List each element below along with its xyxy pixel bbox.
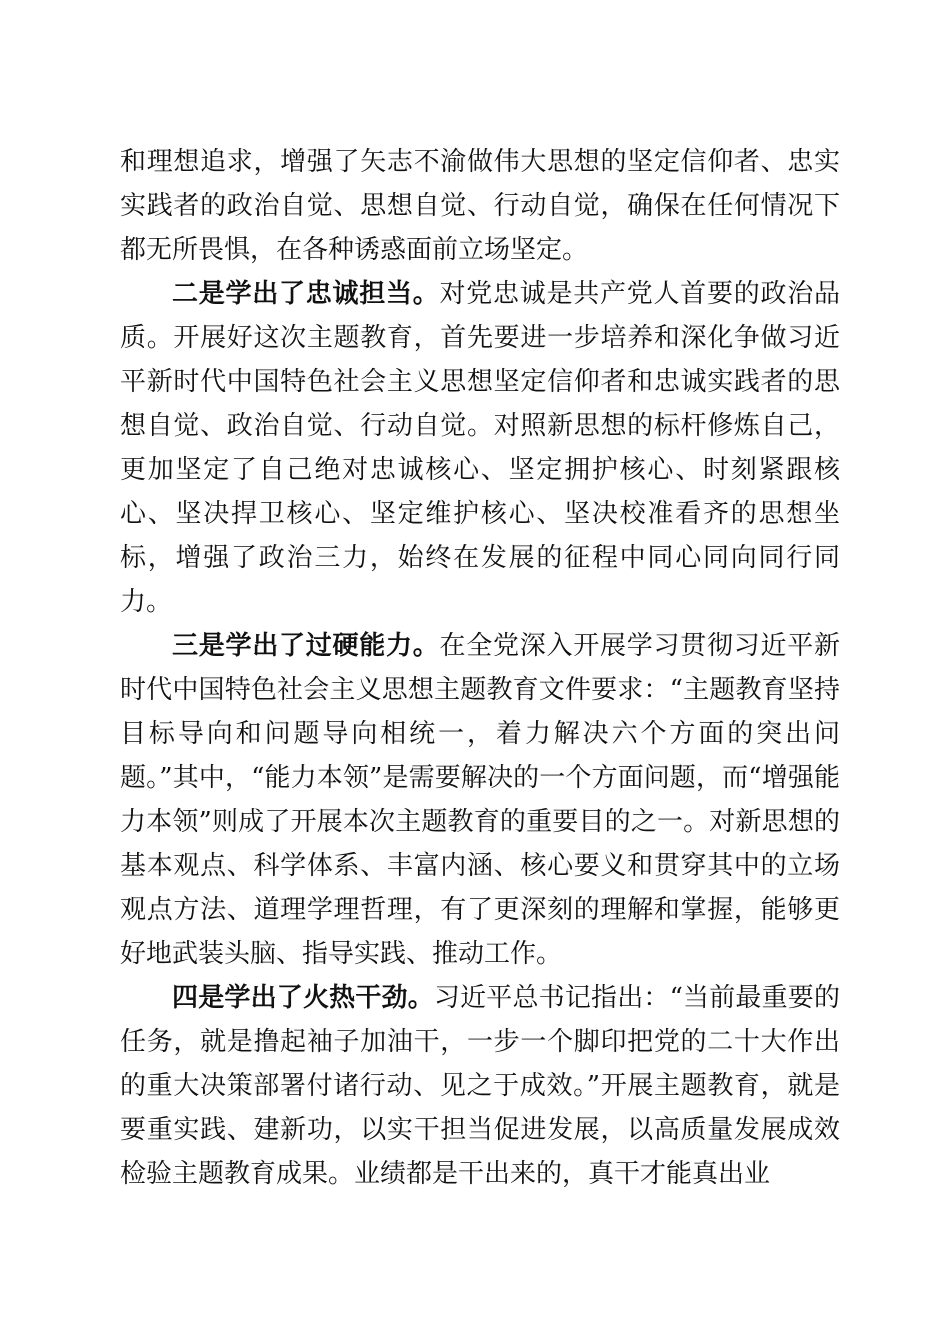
paragraph-lead: 三是学出了过硬能力。: [172, 631, 440, 661]
paragraph-text: 在全党深入开展学习贯彻习近平新时代中国特色社会主义思想主题教育文件要求：“主题教育坚持目标导向和问题导向相统一，着力解决六个方面的突出问题。”其中，“能力本领”是需要解决的一个方面问题，而“增强能力本领”则成了开展本次主题教育的重要目的之一。对新思想的基本观点、科学体系、丰富内涵、核心要义和贯穿其中的立场观点方法、道理学理哲理，有了更深刻的理解和掌握，能够更好地武装头脑、指导实践、推动工作。: [120, 631, 840, 969]
paragraph-lead: 四是学出了火热干劲。: [172, 983, 434, 1013]
paragraph-text: 习近平总书记指出：“当前最重要的任务，就是撸起袖子加油干，一步一个脚印把党的二十大作出的重大决策部署付诸行动、见之于成效。”开展主题教育，就是要重实践、建新功，以实干担当促进发展，以高质量发展成效检验主题教育成果。业绩都是干出来的，真干才能真出业: [120, 983, 840, 1189]
paragraph-lead: 二是学出了忠诚担当。: [172, 279, 440, 309]
paragraph-ability: [120, 624, 840, 976]
paragraph-continuation: [120, 140, 840, 272]
document-body: [120, 140, 840, 1196]
paragraph-text: 对党忠诚是共产党人首要的政治品质。开展好这次主题教育，首先要进一步培养和深化争做习近平新时代中国特色社会主义思想坚定信仰者和忠诚实践者的思想自觉、政治自觉、行动自觉。对照新思想的标杆修炼自己，更加坚定了自己绝对忠诚核心、坚定拥护核心、时刻紧跟核心、坚决捍卫核心、坚定维护核心、坚决校准看齐的思想坐标，增强了政治三力，始终在发展的征程中同心同向同行同力。: [120, 279, 840, 617]
paragraph-text: 和理想追求，增强了矢志不渝做伟大思想的坚定信仰者、忠实实践者的政治自觉、思想自觉、行动自觉，确保在任何情况下都无所畏惧，在各种诱惑面前立场坚定。: [120, 147, 840, 265]
paragraph-loyalty: [120, 272, 840, 624]
paragraph-drive: [120, 976, 840, 1196]
